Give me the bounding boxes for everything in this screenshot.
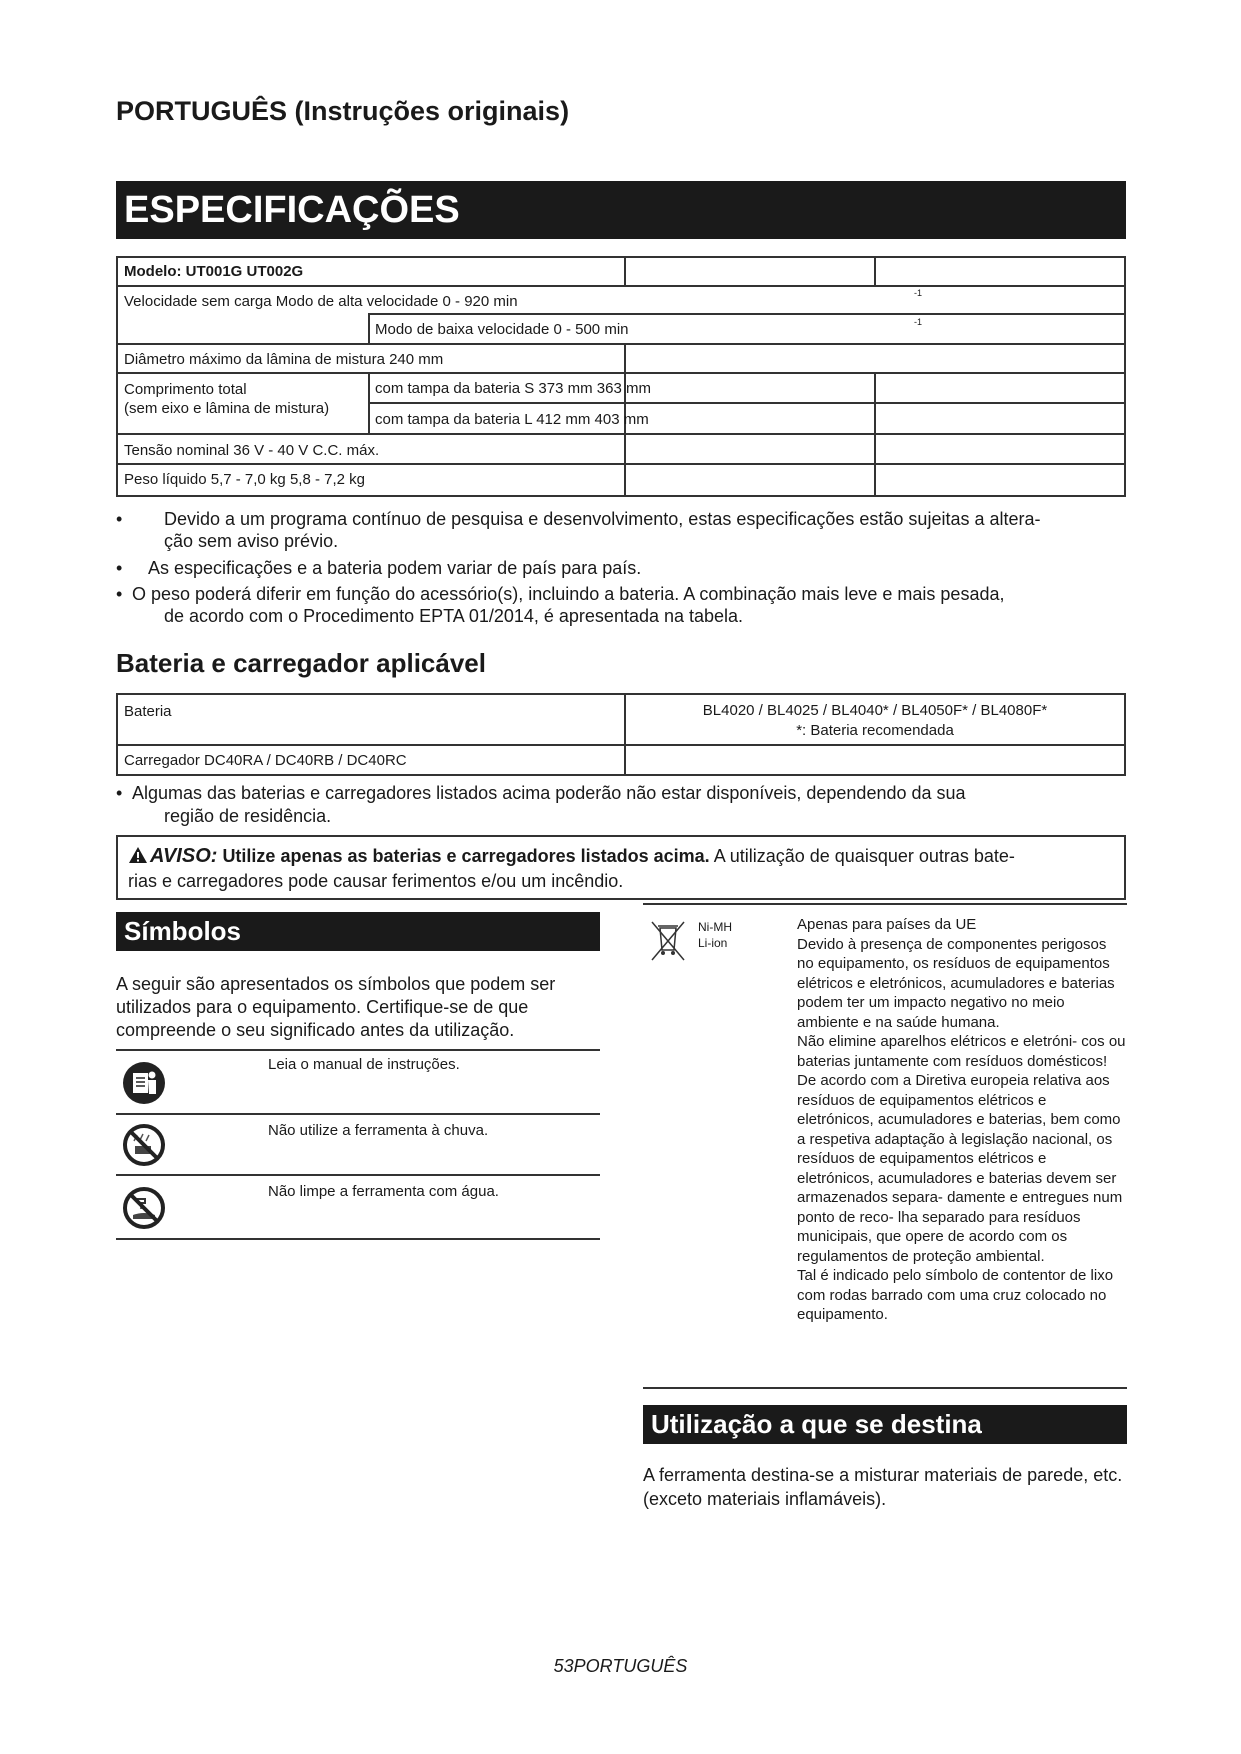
table-rule	[118, 744, 1124, 746]
note-text: de acordo com o Procedimento EPTA 01/2014, é apresentada na tabela.	[164, 606, 744, 626]
warning-triangle-icon	[128, 846, 148, 870]
weee-rule-top	[643, 903, 1127, 905]
symbol-description: Não utilize a ferramenta à chuva.	[268, 1122, 489, 1139]
table-rule	[874, 372, 876, 433]
voltage-cell: Tensão nominal 36 V - 40 V C.C. máx.	[124, 442, 380, 459]
weee-label-liion: Li-ion	[698, 936, 728, 950]
note-text: Devido a um programa contínuo de pesquisa e desenvolvimento, estas especificações estão sujeitas a altera-	[164, 509, 1041, 529]
weee-text: Apenas para países da UE Devido à presença de componentes perigosos no equipamento, os resíduos de equipamentos elétricos e eletrónicos, acumuladores e baterias podem ter um impacto negativo no meio ambiente e na saúde humana. Não elimine aparelhos elétricos e eletróni- cos ou baterias juntamente com resíduos domésticos! De acordo com a Diretiva europeia relativa aos resíduos de equipamentos elétricos e eletrónicos, acumuladores e baterias, bem como a respetiva adaptação à legislação nacional, os resíduos de equipamentos elétricos e eletrónicos, acumuladores e baterias devem ser armazenados separa- damente e entregues num ponto de reco- lha separado para resíduos municipais, que opere de acordo com os regulamentos de proteção ambiental. Tal é indicado pelo símbolo de contentor de lixo com rodas barrado com uma cruz colocado no equipamento.	[797, 916, 1126, 1323]
battery-models: BL4020 / BL4025 / BL4040* / BL4050F* / BL4080F*	[702, 702, 1048, 719]
intended-use-text: A ferramenta destina-se a misturar materiais de parede, etc. (exceto materiais inflamáveis).	[643, 1465, 1123, 1509]
bullet: •	[116, 584, 123, 604]
weight-cell: Peso líquido 5,7 - 7,0 kg 5,8 - 7,2 kg	[124, 471, 365, 488]
warning-text: A utilização de quaisquer outras bate-	[713, 846, 1015, 866]
table-rule	[368, 313, 370, 343]
no-water-cleaning-icon	[121, 1185, 167, 1236]
unit-superscript: -1	[914, 317, 923, 327]
weee-rule-bottom	[643, 1387, 1127, 1389]
list-item	[116, 508, 1126, 552]
battery-label: Bateria	[124, 703, 172, 720]
list-item	[116, 782, 1126, 828]
note-text: região de residência.	[164, 806, 332, 826]
symbol-description: Não limpe a ferramenta com água.	[268, 1183, 499, 1200]
warning-line	[128, 845, 1114, 870]
warning-title: AVISO:	[150, 845, 218, 867]
weee-label-nimh: Ni-MH	[698, 920, 732, 934]
symbols-intro: A seguir são apresentados os símbolos que podem ser utilizados para o equipamento. Certifique-se de que compreende o seu significado antes da utilização.	[116, 974, 556, 1040]
specifications-banner: ESPECIFICAÇÕES	[116, 181, 1126, 239]
length-sublabel: (sem eixo e lâmina de mistura)	[124, 400, 330, 417]
table-rule	[624, 433, 626, 495]
warning-box	[116, 835, 1126, 900]
list-item	[116, 583, 1126, 627]
length-s-cell: com tampa da bateria S 373 mm 363 mm	[375, 380, 651, 397]
table-rule	[118, 372, 1124, 374]
bullet: •	[116, 558, 123, 578]
table-rule	[368, 372, 370, 433]
table-rule	[118, 343, 1124, 345]
battery-note	[116, 782, 1126, 828]
specifications-table	[116, 256, 1126, 497]
model-cell: Modelo: UT001G UT002G	[124, 263, 304, 280]
unit-superscript: -1	[914, 288, 923, 298]
note-text: ção sem aviso prévio.	[164, 531, 339, 551]
symbol-description: Leia o manual de instruções.	[268, 1056, 460, 1073]
table-rule	[368, 313, 1124, 315]
warning-line-2: rias e carregadores pode causar ferimentos e/ou um incêndio.	[128, 871, 624, 891]
charger-cell: Carregador DC40RA / DC40RB / DC40RC	[124, 752, 407, 769]
symbols-rule	[116, 1238, 600, 1240]
battery-table	[116, 693, 1126, 776]
note-text: Algumas das baterias e carregadores listados acima poderão não estar disponíveis, dependendo da sua	[132, 783, 966, 803]
table-rule	[118, 463, 1124, 465]
crossed-out-bin-icon	[648, 918, 688, 969]
list-item	[116, 557, 1126, 583]
table-rule	[624, 343, 626, 372]
note-text: O peso poderá diferir em função do acessório(s), incluindo a bateria. A combinação mais leve e mais pesada,	[132, 584, 1005, 604]
speed-low-cell: Modo de baixa velocidade 0 - 500 min	[375, 321, 629, 338]
symbols-rule	[116, 1113, 600, 1115]
battery-heading: Bateria e carregador aplicável	[116, 648, 486, 678]
battery-recommended: *: Bateria recomendada	[796, 722, 954, 739]
note-text: As especificações e a bateria podem variar de país para país.	[148, 558, 642, 578]
table-rule	[368, 402, 1124, 404]
table-rule	[874, 433, 876, 495]
intended-use-banner: Utilização a que se destina	[643, 1405, 1127, 1444]
bullet: •	[116, 783, 123, 803]
page-footer: 53PORTUGUÊS	[553, 1656, 688, 1676]
symbols-rule	[116, 1049, 600, 1051]
length-label: Comprimento total	[124, 381, 247, 398]
table-rule	[118, 433, 1124, 435]
table-rule	[118, 285, 1124, 287]
length-l-cell: com tampa da bateria L 412 mm 403 mm	[375, 411, 649, 428]
symbols-banner: Símbolos	[116, 912, 600, 951]
diameter-cell: Diâmetro máximo da lâmina de mistura 240 mm	[124, 351, 444, 368]
symbols-rule	[116, 1174, 600, 1176]
no-rain-icon	[121, 1122, 167, 1173]
speed-high-cell: Velocidade sem carga Modo de alta velocidade 0 - 920 min	[124, 293, 518, 310]
table-rule	[874, 258, 876, 285]
read-manual-icon	[121, 1060, 167, 1111]
table-rule	[624, 258, 626, 285]
spec-notes	[116, 508, 1126, 627]
page-language-title: PORTUGUÊS (Instruções originais)	[116, 96, 570, 126]
warning-bold-text: Utilize apenas as baterias e carregadores listados acima.	[222, 846, 710, 866]
bullet: •	[116, 509, 123, 529]
